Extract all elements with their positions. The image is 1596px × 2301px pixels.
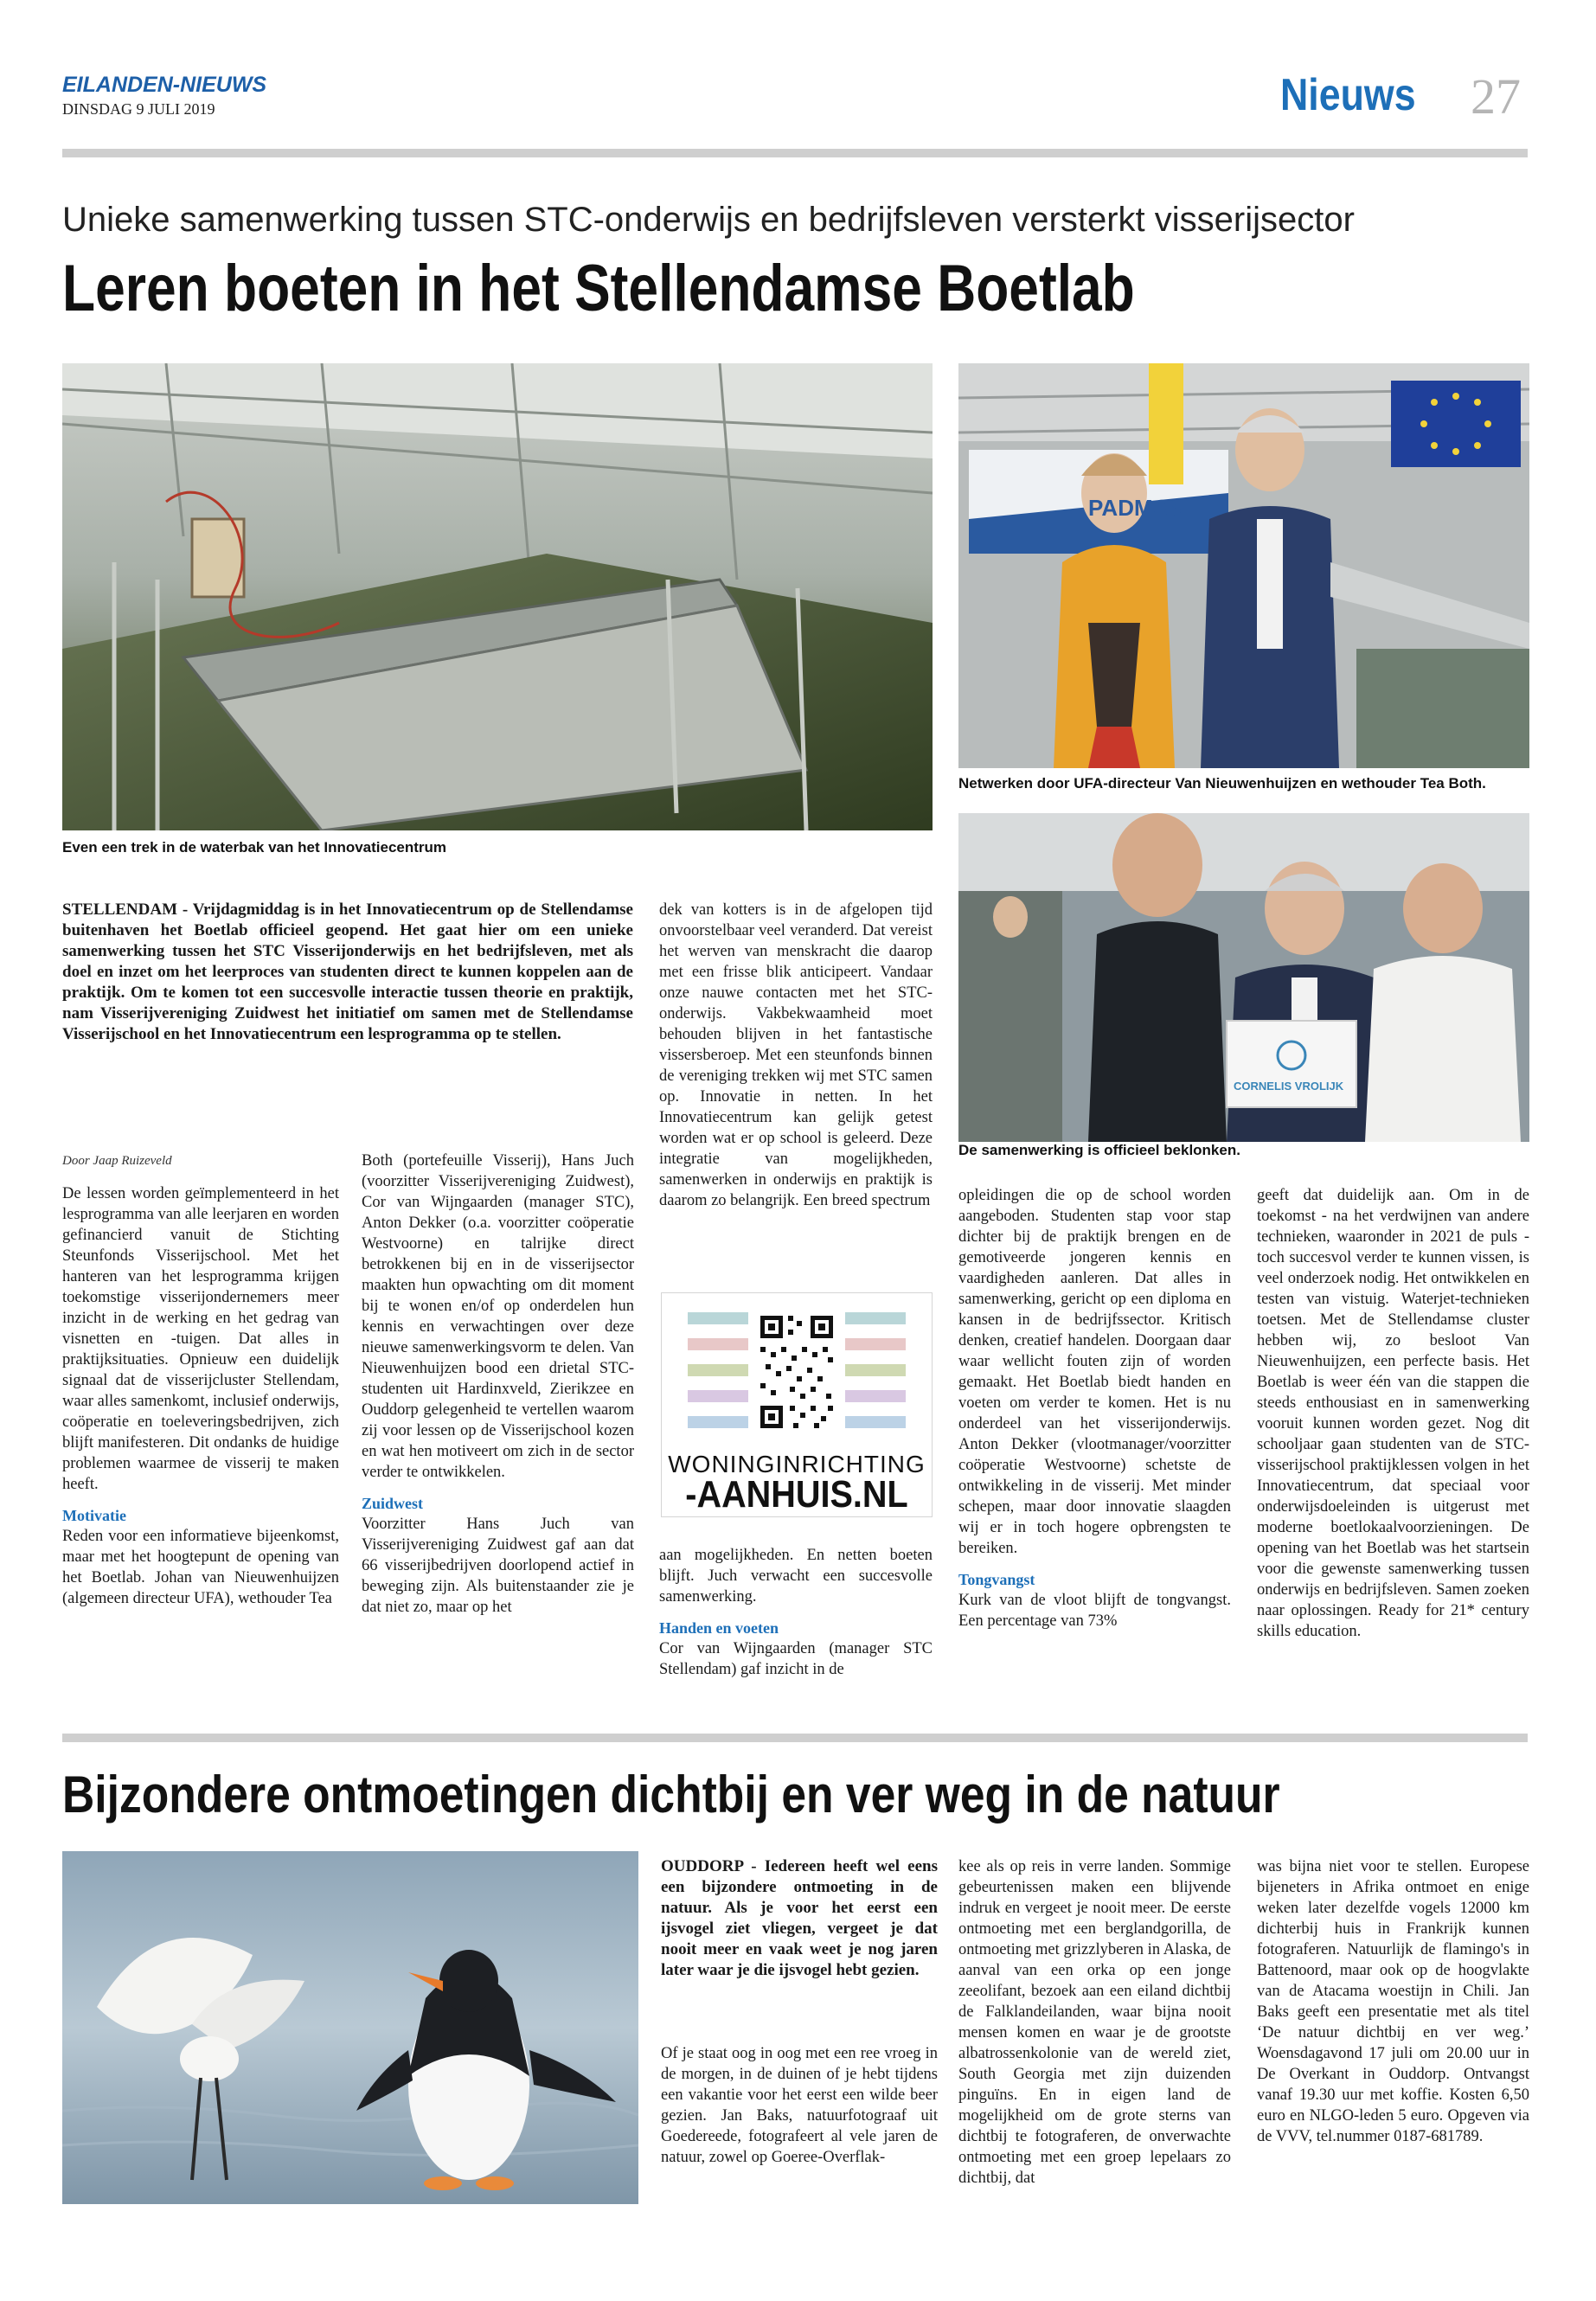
lead-dateline: STELLENDAM - — [62, 901, 189, 919]
qr-code-icon[interactable] — [757, 1312, 836, 1433]
photo-netwerken — [958, 363, 1529, 768]
paragraph: Kurk van de vloot blijft de tongvangst. Een percentage van 73% — [958, 1592, 1231, 1630]
paragraph: kee als op reis in verre landen. Sommige gebeurtenissen maken een blijvende indruk en vergeet je nooit meer. De eerste ontmoeting met een berglandgorilla, de ontmoeting met grizzlyberen in Alaska, de aanval van een orka op een jonge zeeolifant, bezoek aan een eiland dichtbij de Falklandeilanden, waar bijna nooit mensen komen en waar je de grootste albatrossenkolonie van de wereld ziet, South Georgia met zijn duizenden pinguïns. En in eigen land de mogelijkheid om de grote sterns van dichtbij te fotograferen, de onverwachte ontmoeting met een groep lepelaars zo dichtbij, dat — [958, 1858, 1231, 2187]
photo-netwerken-image — [958, 363, 1529, 768]
article1-column-5 — [1257, 1185, 1529, 1642]
paragraph: aan mogelijkheden. En netten boeten blijft. Juch verwacht een succesvolle samenwerking. — [659, 1547, 933, 1606]
issue-date: DINSDAG 9 JULI 2019 — [62, 100, 215, 118]
article-kicker: Unieke samenwerking tussen STC-onderwijs en bedrijfsleven versterkt visserijsector — [62, 201, 1355, 239]
photo-waterbak-image — [62, 363, 933, 830]
byline: Door Jaap Ruizeveld — [62, 1154, 172, 1168]
lead-text: Vrijdagmiddag is in het Innovatiecentrum op de Stellendamse buitenhaven het Boetlab officieel geopend. Het gaat hier om een unieke samenwerking tussen het STC Visserijonderwijs en het bedrijfsleven, met als doel en inzet om het leerproces van studenten direct te kunnen koppelen aan de praktijk. Om te komen tot een succesvolle interactie tussen theorie en praktijk, nam Visserijvereniging Zuidwest het initiatief om samen met de Stellendamse Visserijschool en het Innovatiecentrum een lesprogramma op te stellen. — [62, 901, 633, 1043]
ad-line-1: WONINGINRICHTING — [668, 1451, 926, 1477]
article1-column-2 — [362, 1150, 634, 1618]
subhead-handen: Handen en voeten — [659, 1619, 779, 1637]
lead-dateline: OUDDORP - — [661, 1857, 757, 1875]
article-separator — [62, 1734, 1528, 1742]
photo-waterbak — [62, 363, 933, 830]
photo-samenwerking — [958, 813, 1529, 1142]
article2-column-2 — [958, 1856, 1231, 2189]
subhead-motivatie: Motivatie — [62, 1507, 126, 1524]
section-title: Nieuws — [1280, 70, 1416, 120]
article1-column-3 — [659, 900, 933, 1211]
photo-penguin-image — [62, 1851, 638, 2204]
article-headline: Leren boeten in het Stellendamse Boetlab — [62, 252, 1135, 325]
ad-woninginrichting[interactable] — [661, 1292, 933, 1517]
paper-name: EILANDEN-NIEUWS — [62, 73, 267, 97]
article2-lead — [661, 1856, 938, 1981]
banner-label: PADMOS — [1088, 495, 1186, 521]
caption-waterbak: Even een trek in de waterbak van het Innovatiecentrum — [62, 839, 447, 856]
article2-headline: Bijzondere ontmoetingen dichtbij en ver weg in de natuur — [62, 1766, 1280, 1823]
subhead-tongvangst: Tongvangst — [958, 1571, 1035, 1588]
photo-samenwerking-image — [958, 813, 1529, 1142]
ad-graphic — [688, 1304, 906, 1451]
paragraph: Of je staat oog in oog met een ree vroeg in de morgen, in de duinen of je hebt tijdens een vakantie voor het eerst een wilde beer gezien. Jan Baks, natuurfotograaf uit Goedereede, fotografeert al vele jaren de natuur, zowel op Goeree-Overflak- — [661, 2045, 938, 2166]
paragraph: Voorzitter Hans Juch van Visserijvereniging Zuidwest gaf aan dat 66 visserijbedrijven doorlopend actief in beweging zijn. Als buitenstaander zie je dat niet zo, maar op het — [362, 1516, 634, 1616]
article2-column-3 — [1257, 1856, 1529, 2147]
paragraph: opleidingen die op de school worden aangeboden. Studenten stap voor stap dichter bij de praktijk brengen en de gemotiveerde jongeren kennis en vaardigheden aanleren. Dat alles in samenwerking, gericht op een diploma en kansen in de bedrijfssector. Kritisch denken, creatief handelen. Doorgaan daar waar wellicht fouten zijn of worden gemaakt. Het Boetlab biedt handen en voeten om verder te komen. Het is nu onderdeel van het visserijonderwijs. Anton Dekker (vlootmanager/voorzitter coöperatie Westvoorne) schetste de ontwikkeling in de visserij. Met minder schepen, maar door innovatie slaagden wij er in toch hogere opbrengsten te bereiken. — [958, 1187, 1231, 1557]
header-rule — [62, 149, 1528, 157]
page-number: 27 — [1471, 68, 1521, 125]
caption-netwerken: Netwerken door UFA-directeur Van Nieuwenhuijzen en wethouder Tea Both. — [958, 775, 1486, 792]
paragraph: Reden voor een informatieve bijeenkomst, maar met het hoogtepunt de opening van het Boetlab. Johan van Nieuwenhuijzen (algemeen directeur UFA), wethouder Tea — [62, 1528, 339, 1607]
article2-column-1 — [661, 2043, 938, 2168]
paragraph: dek van kotters is in de afgelopen tijd onvoorstelbaar veel veranderd. Dat vereist het werven van menskracht die daarop met een frisse blik anticipeert. Vandaar onze nauwe contacten met het STC-onderwijs. Vakbekwaamheid moet behouden blijven in het fantastische vissersberoep. Met een steunfonds binnen de vereniging trekken wij met STC samen op. Innovatie in netten. In het Innovatiecentrum kan gelijk getest worden wat er op school is geleerd. Deze integratie van mogelijkheden, samenwerken in onderwijs en praktijk is daarom zo belangrijk. Een breed spectrum — [659, 901, 933, 1209]
paragraph: Cor van Wijngaarden (manager STC Stellendam) gaf inzicht in de — [659, 1640, 933, 1678]
card-label: CORNELIS VROLIJK — [1234, 1080, 1344, 1093]
article1-column-1 — [62, 1150, 339, 1609]
subhead-zuidwest: Zuidwest — [362, 1495, 424, 1512]
paragraph: Both (portefeuille Visserij), Hans Juch (voorzitter Visserijvereniging Zuidwest), Cor van Wijngaarden (manager STC), Anton Dekker (o.a. voorzitter coöperatie Westvoorne) en talrijke direct betrokkenen bij en in de visserijsector maakten hun opwachting om dit moment bij te wonen en/of op onderdelen hun kennis en verwachtingen over deze nieuwe samenwerkingsvorm te delen. Van Nieuwenhuijzen bood een drietal STC-studenten uit Hardinxveld, Zierikzee en Ouddorp gelegenheid te vertellen waarom zij voor lessen op de Visserijschool kozen en wat hen motiveert om zich in de sector verder te ontwikkelen. — [362, 1152, 634, 1481]
article1-column-3-continued — [659, 1545, 933, 1680]
paragraph: geeft dat duidelijk aan. Om in de toekomst - na het verdwijnen van andere technieken, waaronder in 2021 de puls - toch succesvol verder te kunnen vissen, is veel onderzoek nodig. Het ontwikkelen en testen van vistuig. Waterjet-technieken toetsen. Met de Stellendamse cluster hebben wij, zo besloot Van Nieuwenhuijzen, een perfecte basis. Het Boetlab is weer één van die stappen die steeds enthousiast en in samenwerking vooruit kunnen worden gezet. Nog dit schooljaar gaan studenten van de STC-visserijschool praktijklessen volgen in het Innovatiecentrum, dat speciaal voor onderwijsdoeleinden is uitgerust met moderne boetlokaalvoorzieningen. De opening van het Boetlab was het startsein voor die gewenste samenwerking tussen onderwijs en bedrijfsleven. Samen zoeken naar oplossingen. Ready for 21* century skills education. — [1257, 1187, 1529, 1640]
paragraph: De lessen worden geïmplementeerd in het lesprogramma van alle leerjaren en worden gefinancierd vanuit de Stichting Steunfonds Visserijschool. Met het hanteren van het lesprogramma krijgen toekomstige visserijondernemers meer inzicht in de werking en het gedrag van visnetten en -tuigen. Dat alles in praktijksituaties. Opnieuw een duidelijk signaal dat de visserijcluster Stellendam, waar alles samenkomt, inclusief onderwijs, coöperatie en toeleveringsbedrijven, zich blijft manifesteren. Dit ondanks de huidige problemen waarmee de visserij te maken heeft. — [62, 1185, 340, 1493]
photo-penguin — [62, 1851, 638, 2204]
caption-samenwerking: De samenwerking is officieel beklonken. — [958, 1142, 1240, 1158]
lead-text: Iedereen heeft wel eens een bijzondere ontmoeting in de natuur. Als je voor het eerst een ijsvogel ziet vliegen, vergeet je dat nooit meer en vaak weet je nog jaren later waar je die ijsvogel hebt gezien. — [661, 1857, 939, 1979]
article1-lead — [62, 900, 633, 1045]
paragraph: was bijna niet voor te stellen. Europese bijeneters in Afrika ontmoet en enige weken later dezelfde vogels 12000 km dichterbij huis in Frankrijk kunnen fotograferen. Natuurlijk de flamingo's in Battenoord, maar ook op de hoogvlakte van de Atacama woestijn in Chili. Jan Baks geeft een presentatie met als titel ‘De natuur dichtbij en ver weg.’ Woensdagavond 17 juli om 20.00 uur in De Overkant in Ouddorp. Ontvangst vanaf 19.30 uur met koffie. Kosten 6,50 euro en NLGO-leden 5 euro. Opgeven via de VVV, tel.nummer 0187-681789. — [1257, 1858, 1529, 2145]
samenwerking-card — [1227, 1021, 1356, 1107]
ad-line-2[interactable]: -AANHUIS.NL — [685, 1473, 908, 1516]
article1-column-4 — [958, 1185, 1231, 1631]
